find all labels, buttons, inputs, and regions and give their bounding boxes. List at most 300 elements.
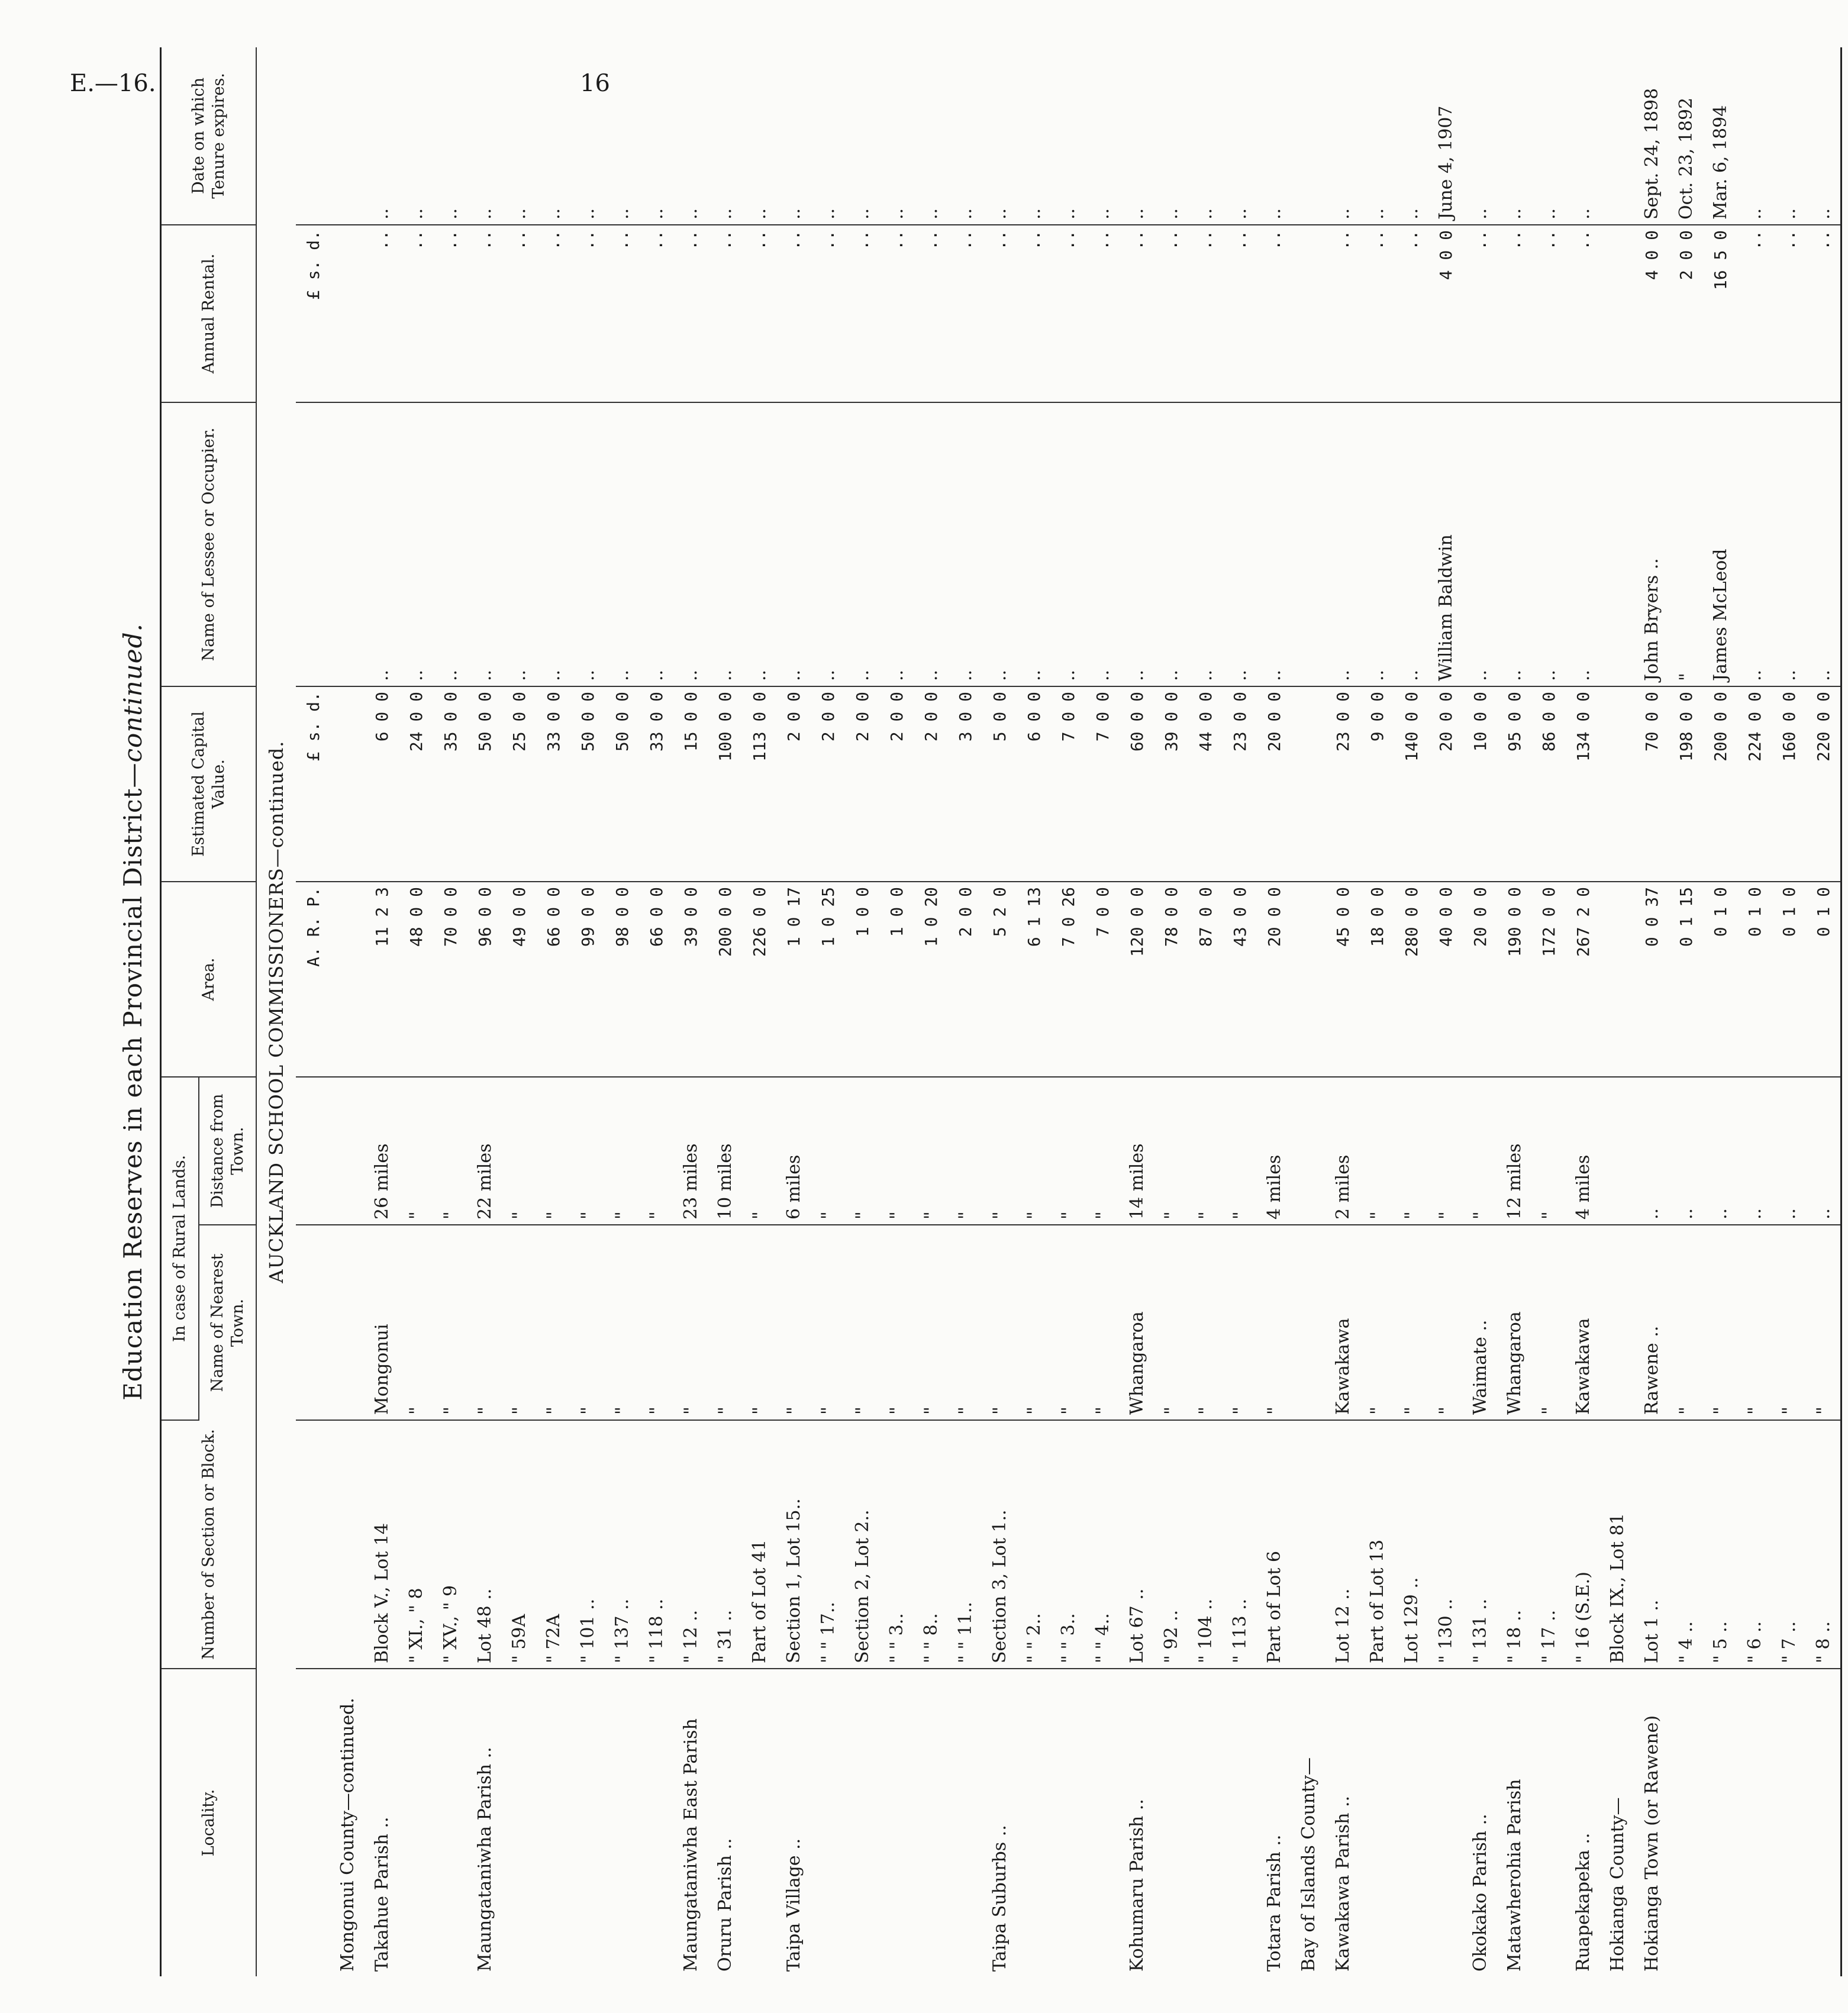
cell-area: 190 0 0 (1497, 882, 1531, 1077)
cell-distance: " (1188, 1077, 1223, 1225)
cell-area: 172 0 0 (1531, 882, 1566, 1077)
cell-section: " 12 .. (673, 1420, 708, 1669)
cell-locality (433, 1669, 467, 1976)
cell-section: " 17 .. (1531, 1420, 1566, 1669)
cell-value: 9 0 0 (1360, 686, 1394, 882)
cell-distance: " (1394, 1077, 1428, 1225)
cell-area: 66 0 0 (639, 882, 673, 1077)
cell-expires: .. (1223, 47, 1257, 225)
cell-rental: .. (502, 225, 536, 402)
cell-area: 20 0 0 (1257, 882, 1291, 1077)
table-row (1017, 47, 1051, 1976)
table-row (1394, 47, 1428, 1976)
cell-distance: " (605, 1077, 639, 1225)
col-header-town: Name of Nearest Town. (199, 1225, 257, 1420)
cell-value: 23 0 0 (1325, 686, 1360, 882)
cell-section: Lot 129 .. (1394, 1420, 1428, 1669)
cell-locality (1223, 1669, 1257, 1976)
cell-section: Block V., Lot 14 (365, 1420, 399, 1669)
cell-town: " (1806, 1225, 1841, 1420)
cell-town: " (811, 1225, 845, 1420)
cell-locality (1531, 1669, 1566, 1976)
table-row (708, 47, 742, 1976)
cell-distance: 6 miles (776, 1077, 811, 1225)
cell-section: " 104 .. (1188, 1420, 1223, 1669)
cell-town: " (1428, 1225, 1463, 1420)
table-row (742, 47, 776, 1976)
cell-distance: .. (1806, 1077, 1841, 1225)
cell-expires: .. (1463, 47, 1497, 225)
cell-area: 226 0 0 (742, 882, 776, 1077)
cell-locality (1737, 1669, 1772, 1976)
cell-area: 18 0 0 (1360, 882, 1394, 1077)
cell-area: 78 0 0 (1154, 882, 1188, 1077)
cell-value: 113 0 0 (742, 686, 776, 882)
cell-section: " 72A (536, 1420, 570, 1669)
cell-expires: Oct. 23, 1892 (1669, 47, 1703, 225)
cell-town: " (914, 1225, 948, 1420)
value-units: £ s. d. (296, 686, 330, 882)
cell-lessee: .. (536, 402, 570, 686)
cell-section: Lot 48 .. (467, 1420, 502, 1669)
cell-value: 60 0 0 (1120, 686, 1154, 882)
rotated-table-region (118, 47, 1834, 1976)
cell-expires: .. (399, 47, 433, 225)
cell-area: 0 1 15 (1669, 882, 1703, 1077)
cell-rental: .. (570, 225, 605, 402)
cell-distance: " (1223, 1077, 1257, 1225)
table-row (1772, 47, 1806, 1976)
cell-town: " (467, 1225, 502, 1420)
cell-section: " XV., " 9 (433, 1420, 467, 1669)
cell-lessee: .. (639, 402, 673, 686)
cell-expires: .. (1806, 47, 1841, 225)
cell-distance: " (914, 1077, 948, 1225)
document-reference: E.—16. (70, 70, 156, 97)
cell-area: 0 1 0 (1806, 882, 1841, 1077)
col-header-lessee: Name of Lessee or Occupier. (161, 402, 257, 686)
cell-section: " 118 .. (639, 1420, 673, 1669)
cell-value: 2 0 0 (776, 686, 811, 882)
cell-section: Section 2, Lot 2.. (845, 1420, 879, 1669)
cell-locality (639, 1669, 673, 1976)
cell-town: " (1154, 1225, 1188, 1420)
cell-lessee: .. (605, 402, 639, 686)
cell-rental: .. (1360, 225, 1394, 402)
education-reserves-table (160, 47, 1848, 1976)
cell-lessee: .. (467, 402, 502, 686)
cell-town: " (1703, 1225, 1737, 1420)
cell-locality (1017, 1669, 1051, 1976)
cell-area: 20 0 0 (1463, 882, 1497, 1077)
cell-area: 0 1 0 (1772, 882, 1806, 1077)
cell-town: " (1051, 1225, 1085, 1420)
cell-area: 39 0 0 (673, 882, 708, 1077)
cell-value: 140 0 0 (1394, 686, 1428, 882)
table-row (1634, 47, 1669, 1976)
cell-lessee: .. (399, 402, 433, 686)
cell-town: " (1669, 1225, 1703, 1420)
cell-distance: " (1017, 1077, 1051, 1225)
cell-value: 220 0 0 (1806, 686, 1841, 882)
cell-value: 86 0 0 (1531, 686, 1566, 882)
cell-section: " 5 .. (1703, 1420, 1737, 1669)
cell-value: 224 0 0 (1737, 686, 1772, 882)
col-header-area: Area. (161, 882, 257, 1077)
cell-distance: " (879, 1077, 914, 1225)
col-header-expires: Date on which Tenure expires. (161, 47, 257, 225)
cell-value: 200 0 0 (1703, 686, 1737, 882)
table-row (948, 47, 982, 1976)
cell-section: " " 2.. (1017, 1420, 1051, 1669)
cell-section: " 16 (S.E.) (1566, 1420, 1600, 1669)
table-row (776, 47, 811, 1976)
rental-units: £ s. d. (296, 225, 330, 402)
cell-section: Section 1, Lot 15.. (776, 1420, 811, 1669)
cell-value: 6 0 0 (365, 686, 399, 882)
cell-area: 98 0 0 (605, 882, 639, 1077)
col-header-distance: Distance from Town. (199, 1077, 257, 1225)
cell-rental: .. (845, 225, 879, 402)
cell-section: " 131 .. (1463, 1420, 1497, 1669)
cell-expires: .. (1188, 47, 1223, 225)
table-row (1669, 47, 1703, 1976)
cell-town: " (399, 1225, 433, 1420)
cell-rental: .. (1223, 225, 1257, 402)
cell-rental: .. (639, 225, 673, 402)
table-row (982, 47, 1017, 1976)
cell-rental: .. (776, 225, 811, 402)
cell-expires: .. (1325, 47, 1360, 225)
cell-rental (330, 225, 365, 402)
cell-distance (330, 1077, 365, 1225)
cell-expires: .. (1394, 47, 1428, 225)
table-row (1497, 47, 1531, 1976)
cell-section: Lot 12 .. (1325, 1420, 1360, 1669)
cell-section (1291, 1420, 1325, 1669)
cell-lessee: .. (1051, 402, 1085, 686)
cell-section: Part of Lot 13 (1360, 1420, 1394, 1669)
table-row (1257, 47, 1291, 1976)
cell-value: 50 0 0 (467, 686, 502, 882)
cell-lessee: " (1669, 402, 1703, 686)
col-header-rental: Annual Rental. (161, 225, 257, 402)
cell-distance: " (639, 1077, 673, 1225)
cell-rental: .. (365, 225, 399, 402)
cell-value: 198 0 0 (1669, 686, 1703, 882)
cell-town: Whangaroa (1497, 1225, 1531, 1420)
cell-rental: .. (879, 225, 914, 402)
cell-expires: .. (673, 47, 708, 225)
table-row (1120, 47, 1154, 1976)
cell-town (1600, 1225, 1634, 1420)
cell-town: " (1394, 1225, 1428, 1420)
cell-distance: " (433, 1077, 467, 1225)
cell-distance: 14 miles (1120, 1077, 1154, 1225)
cell-value: 33 0 0 (536, 686, 570, 882)
cell-rental: .. (948, 225, 982, 402)
cell-town: " (605, 1225, 639, 1420)
cell-locality: Maungataniwha Parish .. (474, 1747, 495, 1972)
cell-expires: .. (1085, 47, 1120, 225)
cell-town (1291, 1225, 1325, 1420)
cell-locality (1669, 1669, 1703, 1976)
cell-value: 20 0 0 (1428, 686, 1463, 882)
cell-expires: .. (1017, 47, 1051, 225)
cell-town: Waimate .. (1463, 1225, 1497, 1420)
cell-area (330, 882, 365, 1077)
cell-rental (1291, 225, 1325, 402)
cell-distance: " (1360, 1077, 1394, 1225)
cell-distance: " (570, 1077, 605, 1225)
cell-area: 0 0 37 (1634, 882, 1669, 1077)
cell-locality: Hokianga County— (1607, 1797, 1628, 1972)
cell-section: " 6 .. (1737, 1420, 1772, 1669)
cell-town: " (1737, 1225, 1772, 1420)
cell-area: 48 0 0 (399, 882, 433, 1077)
cell-area: 1 0 0 (879, 882, 914, 1077)
cell-section: " 137 .. (605, 1420, 639, 1669)
cell-distance: " (1428, 1077, 1463, 1225)
cell-lessee: James McLeod (1703, 402, 1737, 686)
cell-locality (1188, 1669, 1223, 1976)
table-title-continued: continued. (118, 623, 147, 763)
cell-rental: .. (1120, 225, 1154, 402)
cell-lessee: John Bryers .. (1634, 402, 1669, 686)
cell-expires: .. (570, 47, 605, 225)
table-row (433, 47, 467, 1976)
cell-town: Mongonui (365, 1225, 399, 1420)
cell-value: 44 0 0 (1188, 686, 1223, 882)
table-bottom-rule (1841, 47, 1848, 1976)
cell-lessee: .. (1772, 402, 1806, 686)
cell-section: Part of Lot 6 (1257, 1420, 1291, 1669)
cell-lessee: .. (879, 402, 914, 686)
cell-locality: Mongonui County—continued. (337, 1698, 358, 1972)
table-row (1703, 47, 1737, 1976)
cell-lessee: .. (1531, 402, 1566, 686)
cell-area: 200 0 0 (708, 882, 742, 1077)
cell-area: 43 0 0 (1223, 882, 1257, 1077)
cell-town: Kawakawa (1566, 1225, 1600, 1420)
cell-town: " (982, 1225, 1017, 1420)
cell-locality (1394, 1669, 1428, 1976)
cell-distance: .. (1669, 1077, 1703, 1225)
cell-section (330, 1420, 365, 1669)
cell-expires: .. (1772, 47, 1806, 225)
cell-area: 267 2 0 (1566, 882, 1600, 1077)
cell-lessee: .. (1223, 402, 1257, 686)
cell-distance: " (1463, 1077, 1497, 1225)
cell-expires: .. (365, 47, 399, 225)
cell-value: 39 0 0 (1154, 686, 1188, 882)
cell-town: " (1772, 1225, 1806, 1420)
cell-expires: .. (845, 47, 879, 225)
cell-lessee: .. (742, 402, 776, 686)
cell-town: Rawene .. (1634, 1225, 1669, 1420)
cell-value: 35 0 0 (433, 686, 467, 882)
cell-locality: Takahue Parish .. (371, 1817, 392, 1972)
cell-value: 10 0 0 (1463, 686, 1497, 882)
cell-value: 50 0 0 (605, 686, 639, 882)
cell-value: 50 0 0 (570, 686, 605, 882)
cell-locality (948, 1669, 982, 1976)
cell-rental: .. (914, 225, 948, 402)
table-row (1737, 47, 1772, 1976)
cell-lessee: .. (845, 402, 879, 686)
cell-area: 11 2 3 (365, 882, 399, 1077)
cell-section: " 130 .. (1428, 1420, 1463, 1669)
cell-expires: .. (1120, 47, 1154, 225)
cell-rental: 2 0 0 (1669, 225, 1703, 402)
cell-distance: 12 miles (1497, 1077, 1531, 1225)
cell-rental: .. (1497, 225, 1531, 402)
cell-expires: .. (879, 47, 914, 225)
col-header-section: Number of Section or Block. (161, 1420, 257, 1669)
cell-section: Lot 67 .. (1120, 1420, 1154, 1669)
cell-rental: .. (1257, 225, 1291, 402)
cell-expires: .. (776, 47, 811, 225)
cell-expires: .. (914, 47, 948, 225)
cell-town: " (1257, 1225, 1291, 1420)
cell-value: 7 0 0 (1085, 686, 1120, 882)
table-row (1188, 47, 1223, 1976)
cell-value: 3 0 0 (948, 686, 982, 882)
cell-locality (1806, 1669, 1841, 1976)
cell-lessee: .. (1017, 402, 1051, 686)
cell-value: 6 0 0 (1017, 686, 1051, 882)
cell-area: 6 1 13 (1017, 882, 1051, 1077)
cell-area: 99 0 0 (570, 882, 605, 1077)
area-units: A. R. P. (296, 882, 330, 1077)
table-row (605, 47, 639, 1976)
cell-distance: .. (1772, 1077, 1806, 1225)
cell-rental: .. (1188, 225, 1223, 402)
cell-value: 95 0 0 (1497, 686, 1531, 882)
cell-lessee: .. (502, 402, 536, 686)
cell-section: " " 11.. (948, 1420, 982, 1669)
cell-rental: .. (1325, 225, 1360, 402)
cell-rental: .. (399, 225, 433, 402)
cell-lessee: .. (570, 402, 605, 686)
cell-distance: " (536, 1077, 570, 1225)
cell-town: " (948, 1225, 982, 1420)
cell-town: Kawakawa (1325, 1225, 1360, 1420)
cell-town: " (1017, 1225, 1051, 1420)
cell-lessee: .. (811, 402, 845, 686)
cell-distance: " (845, 1077, 879, 1225)
cell-expires: .. (1737, 47, 1772, 225)
cell-town: " (1360, 1225, 1394, 1420)
cell-rental: 4 0 0 (1634, 225, 1669, 402)
cell-distance: " (982, 1077, 1017, 1225)
cell-town: " (639, 1225, 673, 1420)
cell-area: 66 0 0 (536, 882, 570, 1077)
cell-lessee: .. (1257, 402, 1291, 686)
cell-lessee: .. (708, 402, 742, 686)
cell-section: Block IX., Lot 81 (1600, 1420, 1634, 1669)
cell-expires: .. (502, 47, 536, 225)
cell-locality (1051, 1669, 1085, 1976)
cell-section: " " 4.. (1085, 1420, 1120, 1669)
cell-town: " (433, 1225, 467, 1420)
cell-area: 120 0 0 (1120, 882, 1154, 1077)
table-row (845, 47, 879, 1976)
cell-rental (1600, 225, 1634, 402)
cell-value: 160 0 0 (1772, 686, 1806, 882)
cell-expires: June 4, 1907 (1428, 47, 1463, 225)
table-row (639, 47, 673, 1976)
cell-area: 0 1 0 (1737, 882, 1772, 1077)
cell-lessee: .. (1394, 402, 1428, 686)
table-row (914, 47, 948, 1976)
cell-rental: .. (605, 225, 639, 402)
cell-section: Lot 1 .. (1634, 1420, 1669, 1669)
cell-expires: .. (536, 47, 570, 225)
cell-locality: Okokako Parish .. (1469, 1814, 1491, 1972)
cell-expires (1291, 47, 1325, 225)
cell-town: Whangaroa (1120, 1225, 1154, 1420)
cell-distance: " (399, 1077, 433, 1225)
cell-section: " XI., " 8 (399, 1420, 433, 1669)
cell-lessee: .. (1737, 402, 1772, 686)
cell-area: 2 0 0 (948, 882, 982, 1077)
cell-expires: .. (433, 47, 467, 225)
table-row (673, 47, 708, 1976)
table-row (1428, 47, 1463, 1976)
cell-distance: .. (1737, 1077, 1772, 1225)
table-row (399, 47, 433, 1976)
cell-lessee: .. (776, 402, 811, 686)
cell-value: 20 0 0 (1257, 686, 1291, 882)
cell-section: Part of Lot 41 (742, 1420, 776, 1669)
cell-lessee: .. (1120, 402, 1154, 686)
cell-distance (1291, 1077, 1325, 1225)
cell-distance: " (948, 1077, 982, 1225)
cell-lessee: William Baldwin (1428, 402, 1463, 686)
cell-area (1600, 882, 1634, 1077)
cell-locality (811, 1669, 845, 1976)
cell-locality (605, 1669, 639, 1976)
cell-town: " (673, 1225, 708, 1420)
cell-expires: .. (467, 47, 502, 225)
cell-section: " 113 .. (1223, 1420, 1257, 1669)
table-row (1806, 47, 1841, 1976)
cell-value (330, 686, 365, 882)
cell-locality: Taipa Village .. (783, 1838, 804, 1972)
cell-area: 1 0 25 (811, 882, 845, 1077)
cell-section: " 59A (502, 1420, 536, 1669)
cell-distance: 4 miles (1566, 1077, 1600, 1225)
cell-expires: .. (811, 47, 845, 225)
cell-lessee: .. (673, 402, 708, 686)
cell-expires: .. (1257, 47, 1291, 225)
cell-rental: .. (811, 225, 845, 402)
cell-rental: .. (433, 225, 467, 402)
cell-distance: " (502, 1077, 536, 1225)
cell-locality (399, 1669, 433, 1976)
cell-section: " " 8.. (914, 1420, 948, 1669)
cell-expires: Sept. 24, 1898 (1634, 47, 1669, 225)
cell-locality (879, 1669, 914, 1976)
cell-locality (914, 1669, 948, 1976)
cell-section: " 4 .. (1669, 1420, 1703, 1669)
cell-distance: .. (1634, 1077, 1669, 1225)
cell-expires: .. (948, 47, 982, 225)
cell-expires: .. (982, 47, 1017, 225)
cell-lessee: .. (982, 402, 1017, 686)
cell-rental: 16 5 0 (1703, 225, 1737, 402)
